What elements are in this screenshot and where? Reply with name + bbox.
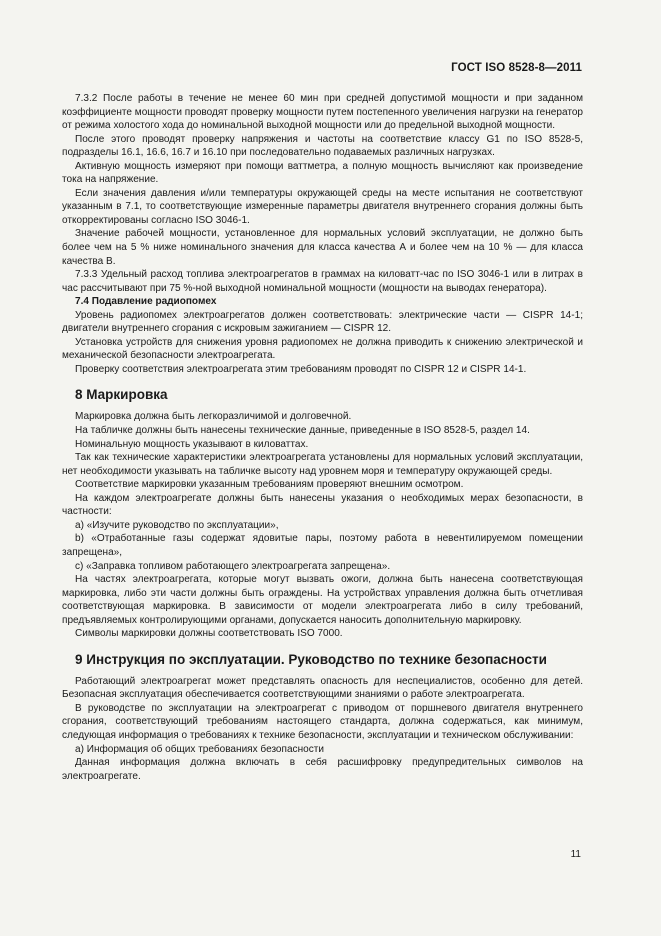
paragraph: Номинальную мощность указывают в киловаттах. bbox=[75, 438, 309, 450]
standard-header: ГОСТ ISO 8528-8—2011 bbox=[451, 62, 582, 74]
subsection-heading-7-4: 7.4 Подавление радиопомех bbox=[75, 296, 217, 308]
paragraph-7-3-3: 7.3.3 Удельный расход топлива электроагрегатов в граммах на киловатт-час по ISO 3046-1 или в литрах в час рассчитывают при 75 %-ной выходной номинальной мощности (мощности на выводах генератора). bbox=[62, 269, 583, 294]
list-item-a: а) Информация об общих требованиях безопасности bbox=[75, 743, 324, 755]
paragraph: После этого проводят проверку напряжения и частоты на соответствие классу G1 по ISO 8528-5, подразделы 16.1, 16.6, 16.7 и 16.10 при последовательно подаваемых различных нагрузках. bbox=[62, 133, 583, 159]
paragraph: На частях электроагрегата, которые могут вызвать ожоги, должна быть нанесена соответствующая маркировка, либо эти части должны быть ограждены. На устройствах управления должна быть отчетливая соответствующая маркировка. В зависимости от модели электроагрегата либо в силу требований, предъявляемых контролирующими органами, допускается наносить дополнительную маркировку. bbox=[62, 574, 583, 626]
list-item-b: b) «Отработанные газы содержат ядовитые пары, поэтому работа в невентилируемом помещении запрещена», bbox=[62, 533, 583, 558]
paragraph: Работающий электроагрегат может представлять опасность для неспециалистов, особенно для детей. Безопасная эксплуатация обеспечивается соответствующими знаниями о работе электроагрегата. bbox=[62, 675, 583, 701]
paragraph: В руководстве по эксплуатации на электроагрегат с приводом от поршневого двигателя внутреннего сгорания, соответствующий требованиям настоящего стандарта, должна содержаться, как минимум, следующая информация о требованиях к технике безопасности, эксплуатации и техническом обслуживании: bbox=[62, 702, 583, 741]
paragraph: На табличке должны быть нанесены технические данные, приведенные в ISO 8528-5, раздел 14. bbox=[75, 425, 530, 437]
paragraph: Проверку соответствия электроагрегата этим требованиям проводят по CISPR 12 и CISPR 14-1. bbox=[75, 363, 527, 375]
section-heading-9: 9 Инструкция по эксплуатации. Руководство по технике безопасности bbox=[75, 651, 547, 667]
paragraph: Активную мощность измеряют при помощи ваттметра, а полную мощность вычисляют как произведение тока на напряжение. bbox=[62, 160, 583, 186]
list-item-a: а) «Изучите руководство по эксплуатации», bbox=[75, 519, 279, 531]
paragraph: Значение рабочей мощности, установленное для нормальных условий эксплуатации, не должно быть более чем на 5 % ниже номинального значения для класса качества А и более чем на 10 % — для класса качества В. bbox=[62, 228, 583, 267]
paragraph: Данная информация должна включать в себя расшифровку предупредительных символов на электроагрегате. bbox=[62, 757, 583, 782]
paragraph: Соответствие маркировки указанным требованиям проверяют внешним осмотром. bbox=[75, 479, 464, 491]
section-heading-8: 8 Маркировка bbox=[75, 387, 168, 403]
list-item-c: c) «Заправка топливом работающего электроагрегата запрещена». bbox=[75, 560, 391, 572]
page-body bbox=[62, 92, 583, 783]
paragraph-7-3-2: 7.3.2 После работы в течение не менее 60 мин при средней допустимой мощности и при заданном коэффициенте мощности проводят проверку мощности путем постепенного увеличения нагрузки на генератор от режима холостого хода до номинальной выходной мощности или до предельной выходной мощности. bbox=[62, 93, 583, 132]
paragraph: Уровень радиопомех электроагрегатов должен соответствовать: электрические части — CISPR 14-1; двигатели внутреннего сгорания с искровым зажиганием — CISPR 12. bbox=[62, 309, 583, 335]
page-number: 11 bbox=[570, 849, 581, 860]
paragraph: Символы маркировки должны соответствовать ISO 7000. bbox=[75, 628, 343, 640]
paragraph: Маркировка должна быть легкоразличимой и долговечной. bbox=[75, 411, 352, 423]
paragraph: Так как технические характеристики электроагрегата установлены для нормальных условий эксплуатации, нет необходимости указывать на табличке высоту над уровнем моря и температуру окружающей среды. bbox=[62, 452, 583, 477]
paragraph: На каждом электроагрегате должны быть нанесены указания о необходимых мерах безопасности, в частности: bbox=[62, 492, 583, 518]
paragraph: Установка устройств для снижения уровня радиопомех не должна приводить к снижению электрической и механической безопасности электроагрегата. bbox=[62, 336, 583, 362]
paragraph: Если значения давления и/или температуры окружающей среды на месте испытания не соответствуют указанным в 7.1, то соответствующие измеренные параметры двигателя внутреннего сгорания должны быть откорректированы согласно ISO 3046-1. bbox=[62, 187, 583, 226]
